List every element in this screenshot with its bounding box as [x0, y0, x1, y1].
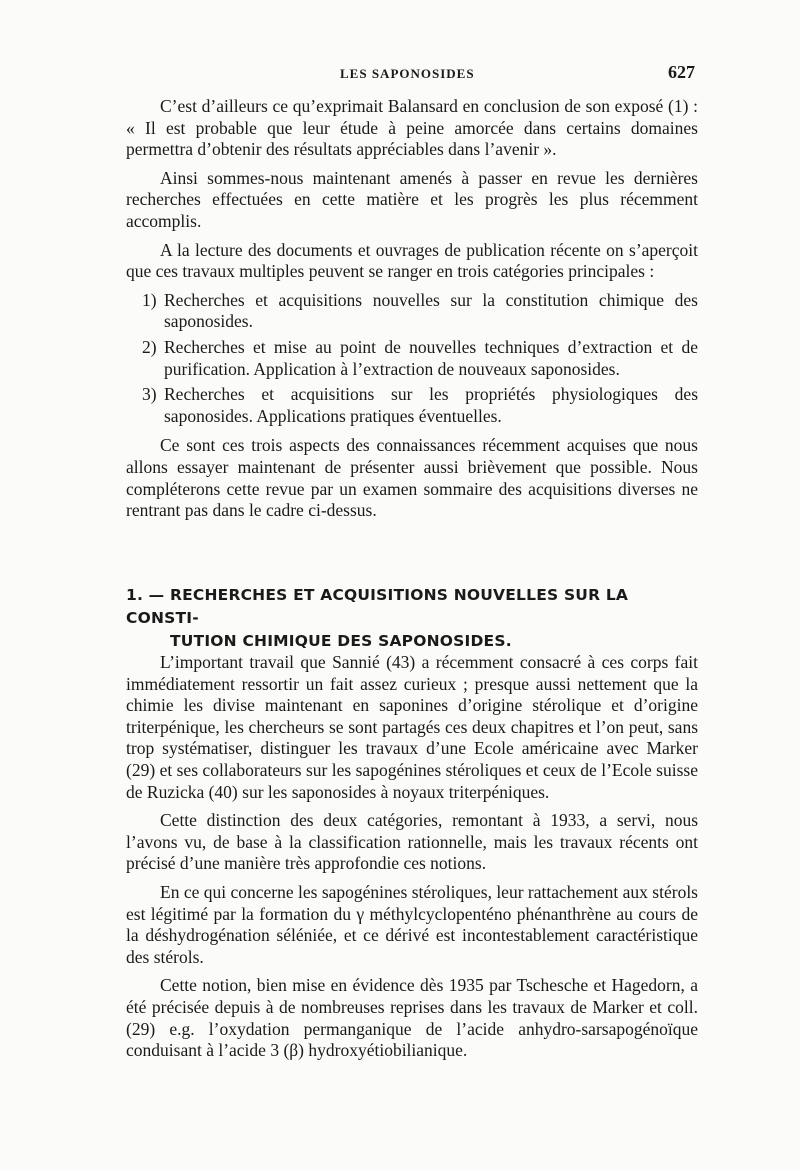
section-title-line1: RECHERCHES ET ACQUISITIONS NOUVELLES SUR LA CONSTI- — [126, 586, 629, 627]
paragraph: En ce qui concerne les sapogénines stéroliques, leur rattachement aux stérols est légitimé par la formation du γ méthylcyclopenténo phénanthrène au cours de la déshydrogénation séléniée, et ce dérivé est incontestablement caractéristique des stérols. — [126, 881, 698, 967]
paragraph: Ainsi sommes-nous maintenant amenés à passer en revue les dernières recherches effectuées en cette matière et les progrès les plus récemment accomplis. — [126, 167, 698, 231]
section-heading — [126, 584, 706, 653]
list-item-text: Recherches et acquisitions nouvelles sur la constitution chimique des saponosides. — [164, 289, 698, 332]
paragraph: L’important travail que Sannié (43) a récemment consacré à ces corps fait immédiatement ressortir un fait assez curieux ; presque aussi nettement que la chimie les divise maintenant en saponines d’origine stérolique et d’origine triterpénique, les chercheurs se sont partagés ces deux chapitres et l’on peut, sans trop systématiser, distinguer les travaux d’une Ecole américaine avec Marker (29) et ses collaborateurs sur les sapogénines stéroliques et ceux de l’Ecole suisse de Ruzicka (40) sur les saponosides à noyaux triterpéniques. — [126, 652, 698, 802]
page-number: 627 — [668, 62, 695, 82]
intro-text — [126, 96, 698, 529]
list-item-text: Recherches et mise au point de nouvelles techniques d’extraction et de purification. Application à l’extraction de nouveaux saponosides. — [164, 336, 698, 379]
section-text — [126, 652, 698, 1069]
section-title-line2: TUTION CHIMIQUE DES SAPONOSIDES. — [170, 632, 512, 650]
list-item-text: Recherches et acquisitions sur les propriétés physiologiques des saponosides. Applications pratiques éventuelles. — [164, 384, 698, 426]
paragraph: Cette distinction des deux catégories, remontant à 1933, a servi, nous l’avons vu, de base à la classification rationnelle, mais les travaux récents ont précisé d’une manière très approfondie ces notions. — [126, 810, 698, 874]
list-item — [126, 290, 698, 333]
list-item-number: 1) — [142, 289, 157, 310]
list-item — [126, 384, 698, 427]
paragraph: A la lecture des documents et ouvrages de publication récente on s’aperçoit que ces travaux multiples peuvent se ranger en trois catégories principales : — [126, 239, 698, 282]
list-item-number: 2) — [142, 336, 157, 357]
category-list — [126, 290, 698, 428]
running-title: LES SAPONOSIDES — [340, 66, 475, 81]
paragraph: Ce sont ces trois aspects des connaissances récemment acquises que nous allons essayer maintenant de présenter aussi brièvement que possible. Nous compléterons cette revue par un examen sommaire des acquisitions diverses ne rentrant pas dans le cadre ci-dessus. — [126, 435, 698, 521]
section-number: 1. — — [126, 586, 165, 604]
list-item — [126, 337, 698, 380]
list-item-number: 3) — [142, 384, 157, 405]
paragraph: C’est d’ailleurs ce qu’exprimait Balansard en conclusion de son exposé (1) : « Il est probable que leur étude à peine amorcée dans certains domaines permettra d’obtenir des résultats appréciables dans l’avenir ». — [126, 96, 698, 160]
paragraph: Cette notion, bien mise en évidence dès 1935 par Tschesche et Hagedorn, a été précisée depuis à de nombreuses reprises dans les travaux de Marker et coll. (29) e.g. l’oxydation permanganique de l’acide anhydro-sarsapogénoïque conduisant à l’acide 3 (β) hydroxyétiobilianique. — [126, 975, 698, 1061]
